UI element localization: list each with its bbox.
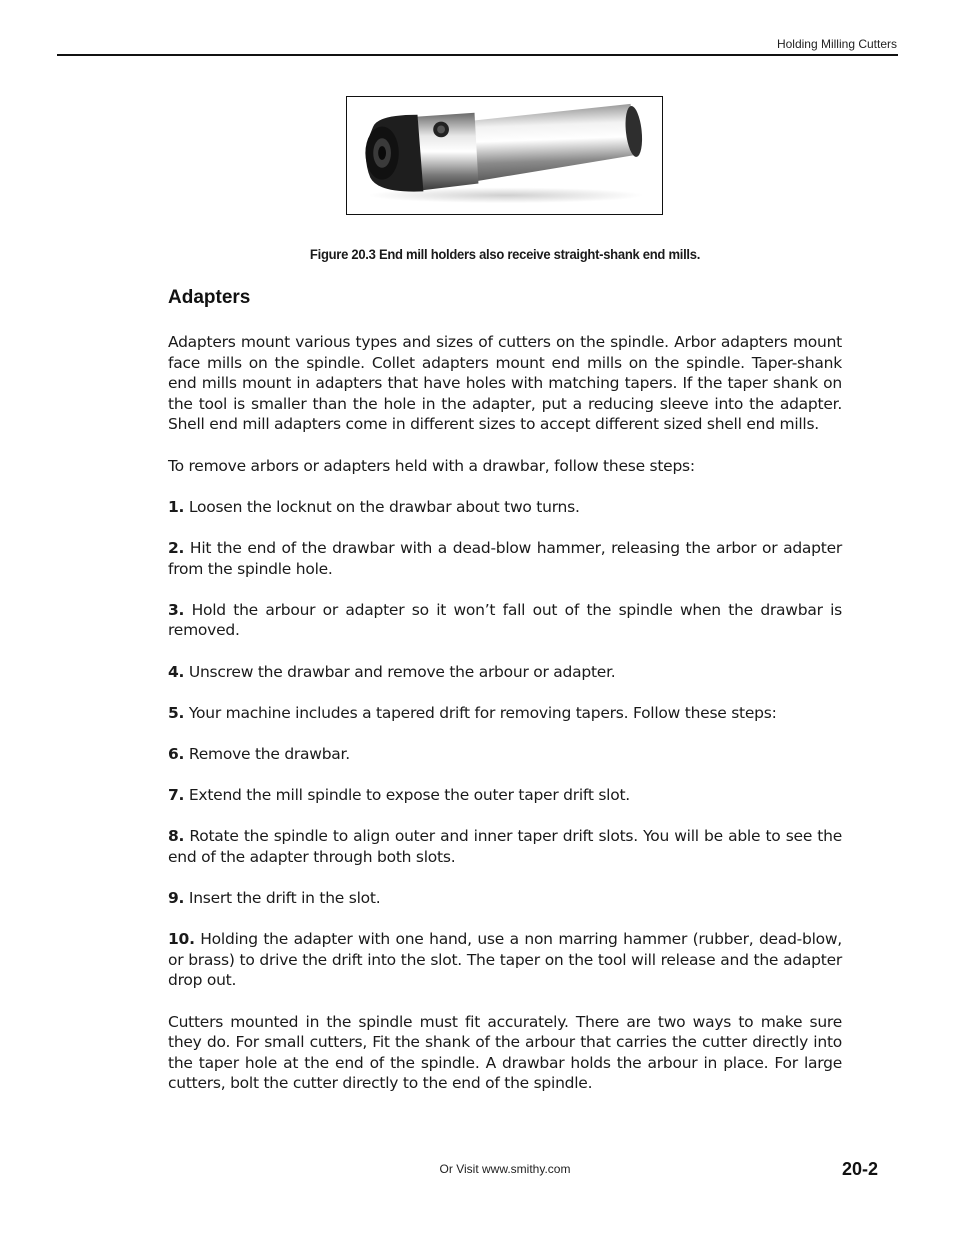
figure-caption: Figure 20.3 End mill holders also receive straight-shank end mills. <box>309 246 701 262</box>
page-number: 20-2 <box>841 1159 878 1179</box>
intro-paragraph: Adapters mount various types and sizes of cutters on the spindle. Arbor adapters mount face mills on the spindle. Collet adapters mount end mills on the spindle. Taper-shank end mills mount in adapters that have holes with matching tapers. If the taper shank on the tool is smaller than the hole in the adapter, put a reducing sleeve into the adapter. Shell end mill adapters come in different sizes to accept different sized shell end mills. <box>168 333 842 434</box>
step-number: 7. <box>168 786 185 805</box>
step-text: Hold the arbour or adapter so it won’t fall out of the spindle when the drawbar is removed. <box>168 600 842 640</box>
step-paragraph <box>168 703 842 724</box>
section-heading: Adapters <box>168 287 251 308</box>
step-text: Extend the mill spindle to expose the outer taper drift slot. <box>188 786 630 805</box>
step-paragraph <box>168 497 842 518</box>
step-text: Unscrew the drawbar and remove the arbour or adapter. <box>188 662 616 681</box>
step-number: 5. <box>168 703 185 722</box>
step-text: Loosen the locknut on the drawbar about two turns. <box>188 497 580 516</box>
step-number: 8. <box>168 827 185 846</box>
section-body <box>168 332 842 1115</box>
step-paragraph <box>168 785 842 806</box>
step-text: Remove the drawbar. <box>188 744 350 763</box>
step-text: Hit the end of the drawbar with a dead-blow hammer, releasing the arbor or adapter from the spindle hole. <box>168 538 842 578</box>
step-number: 1. <box>168 497 185 516</box>
end-mill-holder-image <box>347 97 662 214</box>
step-number: 2. <box>168 538 185 557</box>
step-text: Rotate the spindle to align outer and inner taper drift slots. You will be able to see the end of the adapter through both slots. <box>168 827 842 866</box>
step-text: Holding the adapter with one hand, use a non marring hammer (rubber, dead-blow, or brass) to drive the drift into the slot. The taper on the tool will release and the adapter drop out. <box>168 930 842 990</box>
step-text: Your machine includes a tapered drift for removing tapers. Follow these steps: <box>188 703 777 722</box>
step-number: 4. <box>168 662 185 681</box>
step-paragraph <box>168 888 842 909</box>
step-paragraph <box>168 744 842 765</box>
step-paragraph <box>168 538 842 579</box>
step-number: 10. <box>168 930 195 949</box>
steps-intro-paragraph: To remove arbors or adapters held with a drawbar, follow these steps: <box>168 456 695 475</box>
header-rule <box>57 54 898 56</box>
step-paragraph <box>168 826 842 867</box>
step-paragraph <box>168 600 842 641</box>
step-number: 3. <box>168 600 185 619</box>
step-paragraph <box>168 929 842 991</box>
running-header: Holding Milling Cutters <box>776 37 897 51</box>
step-number: 6. <box>168 744 185 763</box>
step-text: Insert the drift in the slot. <box>188 889 381 908</box>
step-paragraph <box>168 662 842 683</box>
figure-end-mill-holder <box>346 96 663 215</box>
footer-visit-link: Or Visit www.smithy.com <box>439 1162 571 1176</box>
step-number: 9. <box>168 889 185 908</box>
closing-paragraph: Cutters mounted in the spindle must fit accurately. There are two ways to make sure they do. For small cutters, Fit the shank of the arbour that carries the cutter directly into the taper hole at the end of the spindle. A drawbar holds the arbour in place. For large cutters, bolt the cutter directly to the end of the spindle. <box>168 1012 842 1093</box>
